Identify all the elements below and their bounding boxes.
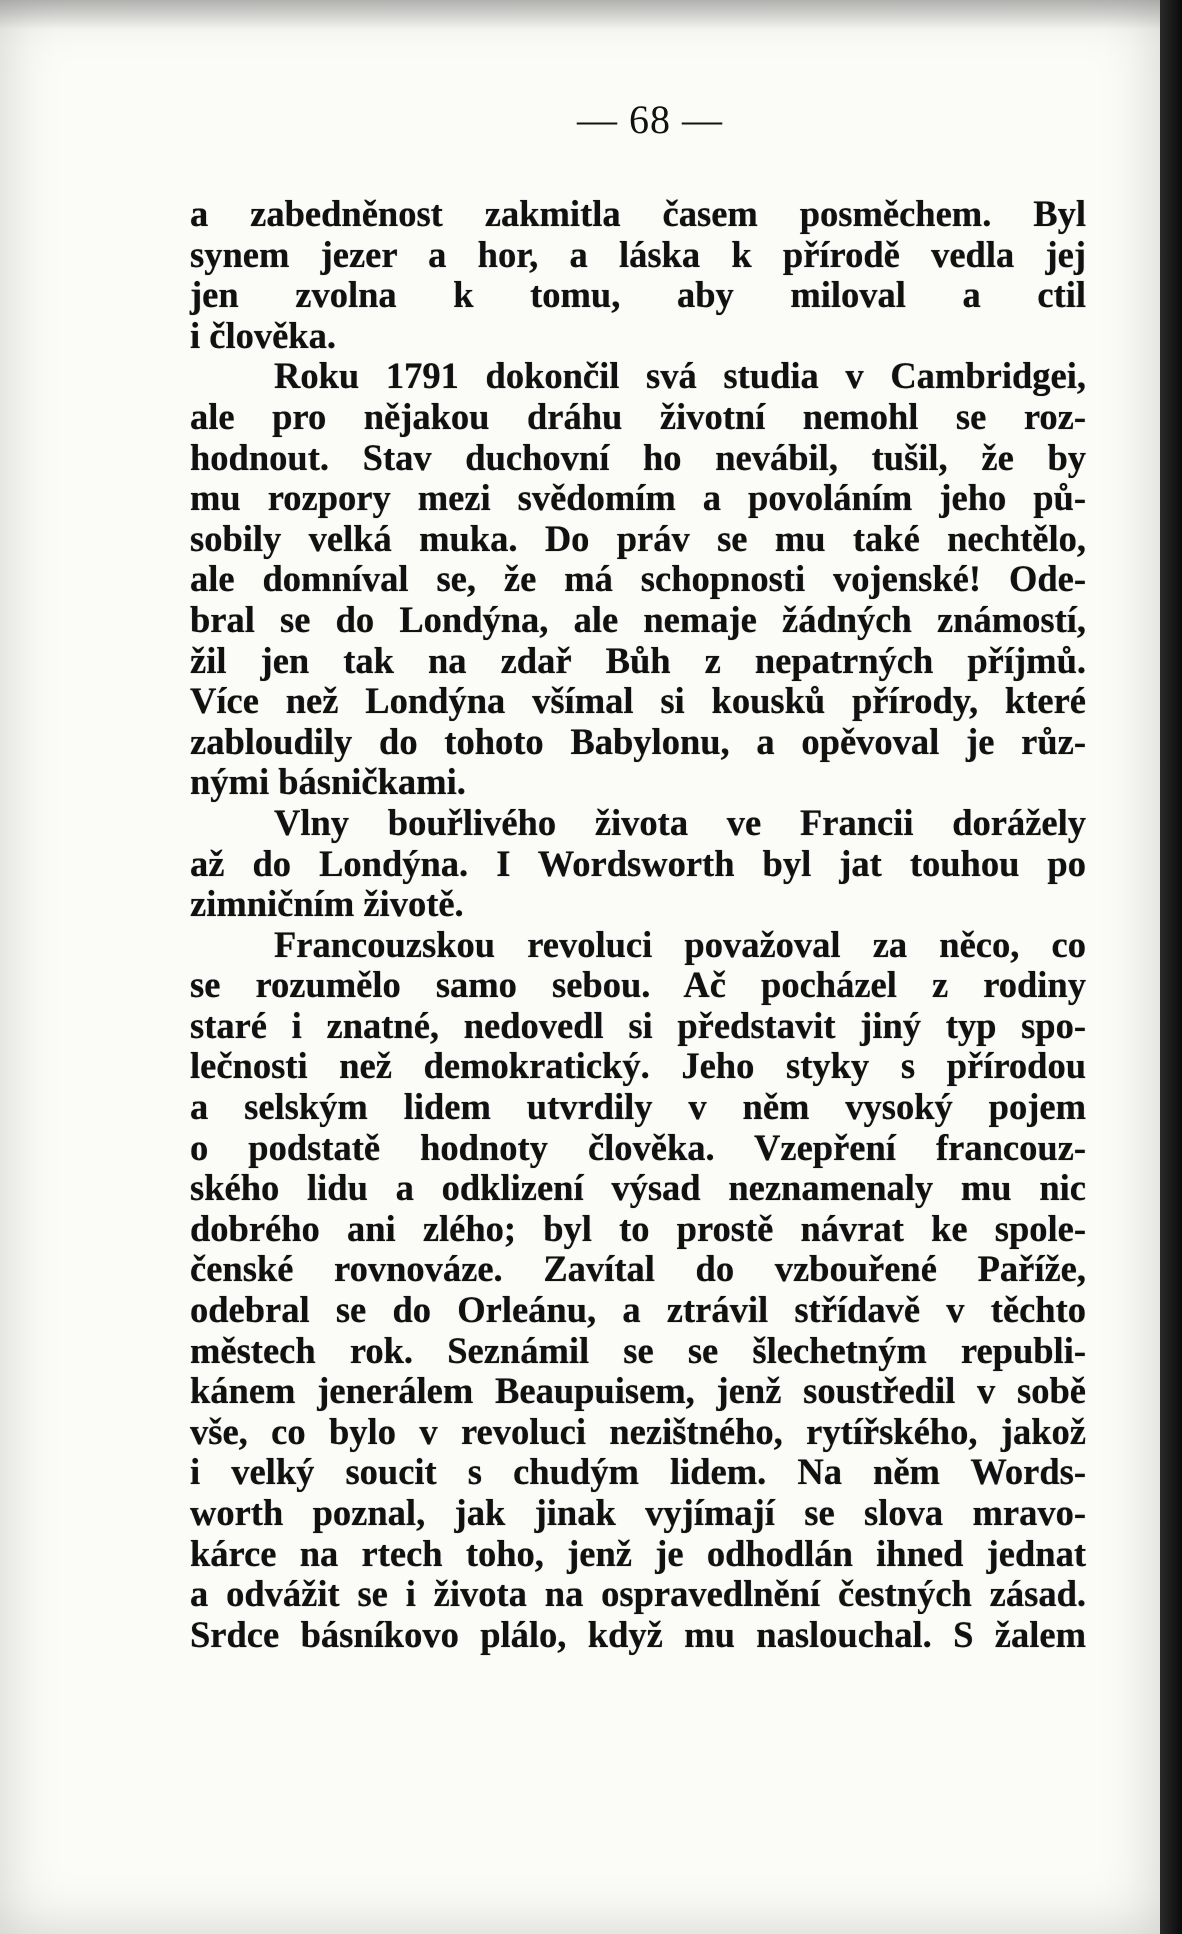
text-line: ale domníval se, že má schopnosti vojenské! Ode- xyxy=(190,558,1086,600)
text-line: o podstatě hodnoty člověka. Vzepření francouz- xyxy=(190,1126,1086,1168)
text-line: se rozumělo samo sebou. Ač pocházel z rodiny xyxy=(190,964,1086,1006)
text-line: jen zvolna k tomu, aby miloval a ctil xyxy=(190,274,1086,316)
page-top-shadow xyxy=(0,0,1160,30)
text-line: bral se do Londýna, ale nemaje žádných známostí, xyxy=(190,598,1086,640)
text-line: sobily velká muka. Do práv se mu také nechtělo, xyxy=(190,517,1086,559)
text-line: mu rozpory mezi svědomím a povoláním jeho pů- xyxy=(190,477,1086,519)
text-line: vše, co bylo v revoluci nezištného, rytířského, jakož xyxy=(190,1410,1086,1452)
text-line: zimničním životě. xyxy=(190,883,464,925)
text-line: worth poznal, jak jinak vyjímají se slova mravo- xyxy=(190,1492,1086,1533)
text-line: Francouzskou revoluci považoval za něco, co xyxy=(274,923,1086,965)
text-line: Více než Londýna všímal si kousků přírody, které xyxy=(190,680,1086,722)
text-line: čenské rovnováze. Zavítal do vzbouřené Paříže, xyxy=(190,1248,1086,1290)
text-line: lečnosti než demokratický. Jeho styky s přírodou xyxy=(190,1045,1086,1087)
text-line: staré i znatné, nedovedl si představit jiný typ spo- xyxy=(190,1004,1086,1046)
text-line: zabloudily do tohoto Babylonu, a opěvoval je růz- xyxy=(190,720,1086,762)
text-line: žil jen tak na zdař Bůh z nepatrných příjmů. xyxy=(190,639,1086,681)
body-text xyxy=(190,194,1086,1655)
text-line: Roku 1791 dokončil svá studia v Cambridgei, xyxy=(274,355,1086,397)
text-line: ského lidu a odklizení výsad neznamenaly mu nic xyxy=(190,1167,1086,1209)
text-line: kánem jenerálem Beaupuisem, jenž soustředil v sobě xyxy=(190,1370,1086,1412)
text-line: ale pro nějakou dráhu životní nemohl se roz- xyxy=(190,395,1086,437)
text-line: i člověka. xyxy=(190,314,336,356)
text-line: a odvážit se i života na ospravedlnění čestných zásad. xyxy=(190,1573,1086,1615)
page-number: — 68 — xyxy=(577,97,723,142)
text-line: hodnout. Stav duchovní ho nevábil, tušil, že by xyxy=(190,436,1086,478)
text-line: až do Londýna. I Wordsworth byl jat touhou po xyxy=(190,842,1086,884)
text-line: synem jezer a hor, a láska k přírodě vedla jej xyxy=(190,233,1086,275)
text-line: dobrého ani zlého; byl to prostě návrat ke spole- xyxy=(190,1207,1086,1249)
text-line: nými básničkami. xyxy=(190,761,466,803)
text-line: a selským lidem utvrdily v něm vysoký pojem xyxy=(190,1086,1086,1128)
text-line: a zabedněnost zakmitla časem posměchem. Byl xyxy=(190,193,1086,234)
text-line: kárce na rtech toho, jenž je odhodlán ihned jednat xyxy=(190,1532,1086,1574)
page-binding-edge xyxy=(1160,0,1182,1934)
text-line: i velký soucit s chudým lidem. Na něm Words- xyxy=(190,1451,1086,1493)
text-line: Srdce básníkovo plálo, když mu naslouchal. S žalem xyxy=(190,1613,1086,1655)
text-line: Vlny bouřlivého života ve Francii dorážely xyxy=(274,801,1086,843)
text-line: odebral se do Orleánu, a ztrávil střídavě v těchto xyxy=(190,1289,1086,1331)
text-line: městech rok. Seznámil se se šlechetným republi- xyxy=(190,1329,1086,1371)
